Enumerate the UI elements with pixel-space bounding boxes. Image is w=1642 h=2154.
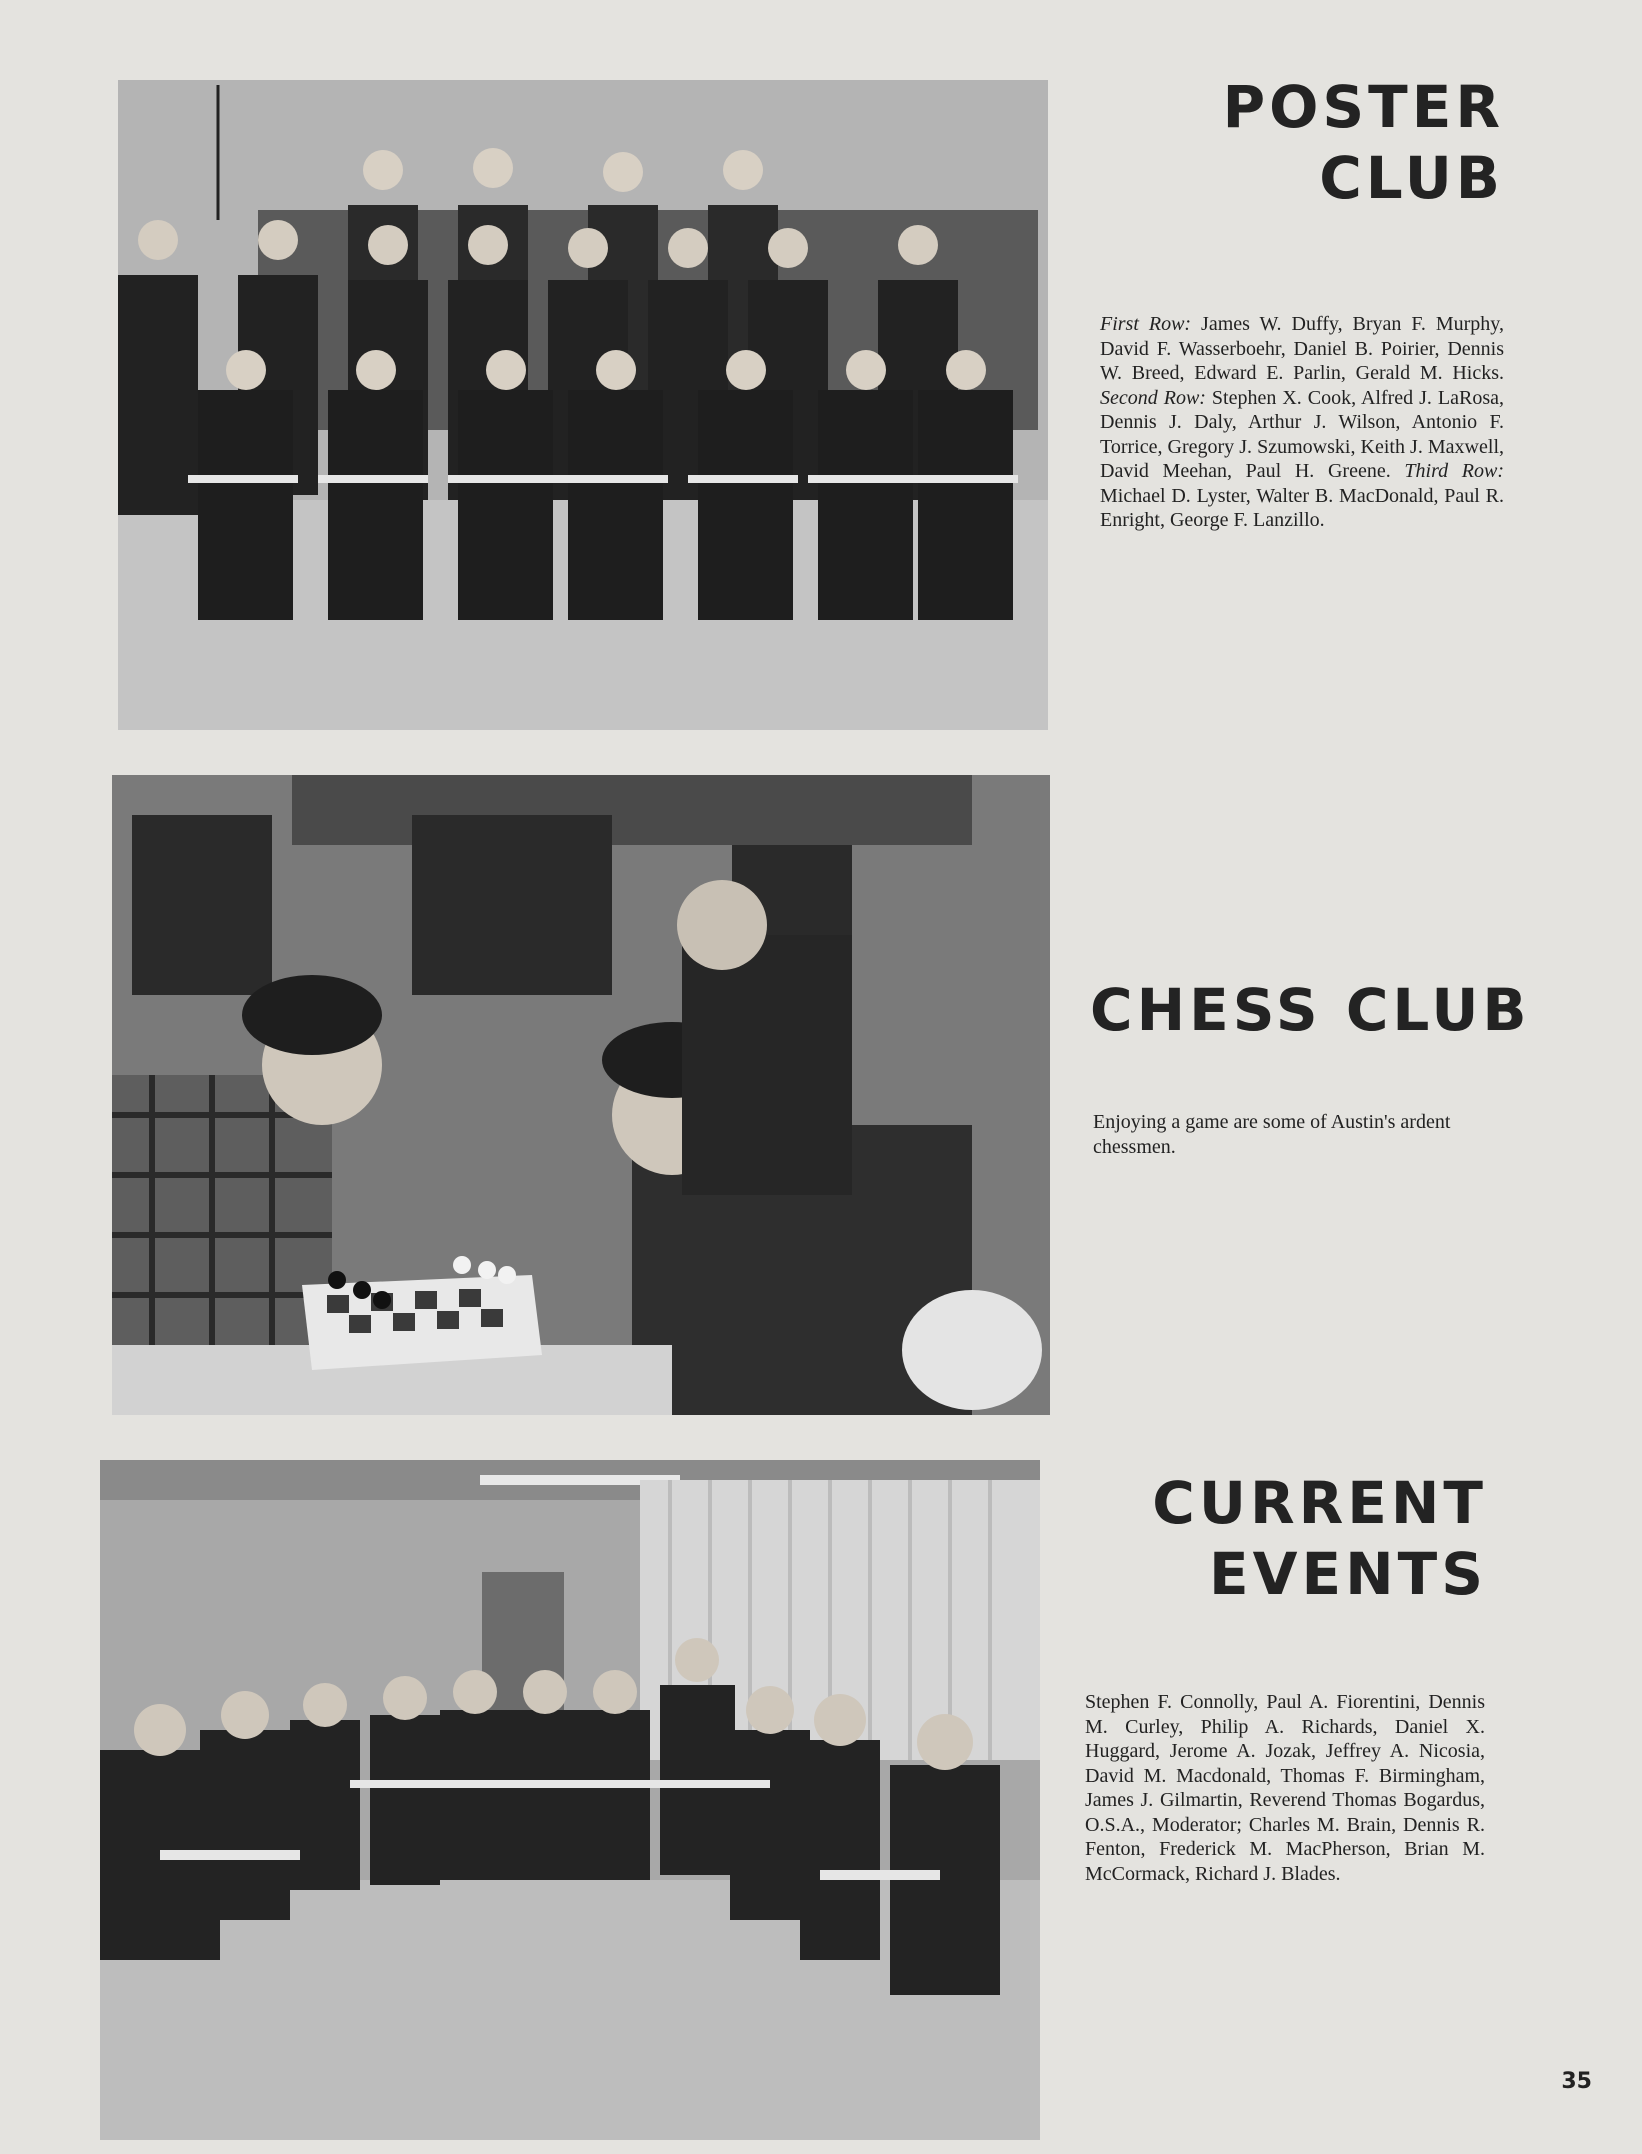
second-row-names: Stephen X. Cook, Alfred J. LaRosa, Dennis J. Daly, Arthur J. Wilson, Antonio F. Torrice, Gregory J. Szumowski, Keith J. Maxwell, David Meehan, Paul H. Greene.	[1100, 386, 1504, 482]
page-number: 35	[1561, 2069, 1592, 2094]
poster-club-caption	[1100, 312, 1504, 533]
current-events-caption: Stephen F. Connolly, Paul A. Fiorentini, Dennis M. Curley, Philip A. Richards, Daniel X. Huggard, Jerome A. Jozak, Jeffrey A. Nicosia, David M. Macdonald, Thomas F. Birmingham, James J. Gilmartin, Reverend Thomas Bogardus, O.S.A., Moderator; Charles M. Brain, Dennis R. Fenton, Frederick M. MacPherson, Brian M. McCormack, Richard J. Blades.	[1085, 1691, 1485, 1885]
chess-club-photo	[112, 775, 1050, 1415]
first-row-names: James W. Duffy, Bryan F. Murphy, David F. Wasserboehr, Daniel B. Poirier, Dennis W. Breed, Edward E. Parlin, Gerald M. Hicks.	[1100, 313, 1504, 384]
poster-club-title: POSTER CLUB	[1222, 73, 1504, 212]
second-row-label: Second Row:	[1100, 386, 1206, 409]
third-row-names: Michael D. Lyster, Walter B. MacDonald, Paul R. Enright, George F. Lanzillo.	[1100, 484, 1504, 531]
first-row-label: First Row:	[1100, 313, 1192, 335]
chess-club-caption: Enjoying a game are some of Austin's ardent chessmen.	[1093, 1111, 1451, 1158]
current-events-title: CURRENT EVENTS	[1152, 1469, 1487, 1608]
chess-club-title: CHESS CLUB	[1090, 976, 1531, 1044]
current-events-photo	[100, 1460, 1040, 2140]
poster-club-photo	[118, 80, 1048, 730]
third-row-label: Third Row:	[1404, 460, 1504, 482]
